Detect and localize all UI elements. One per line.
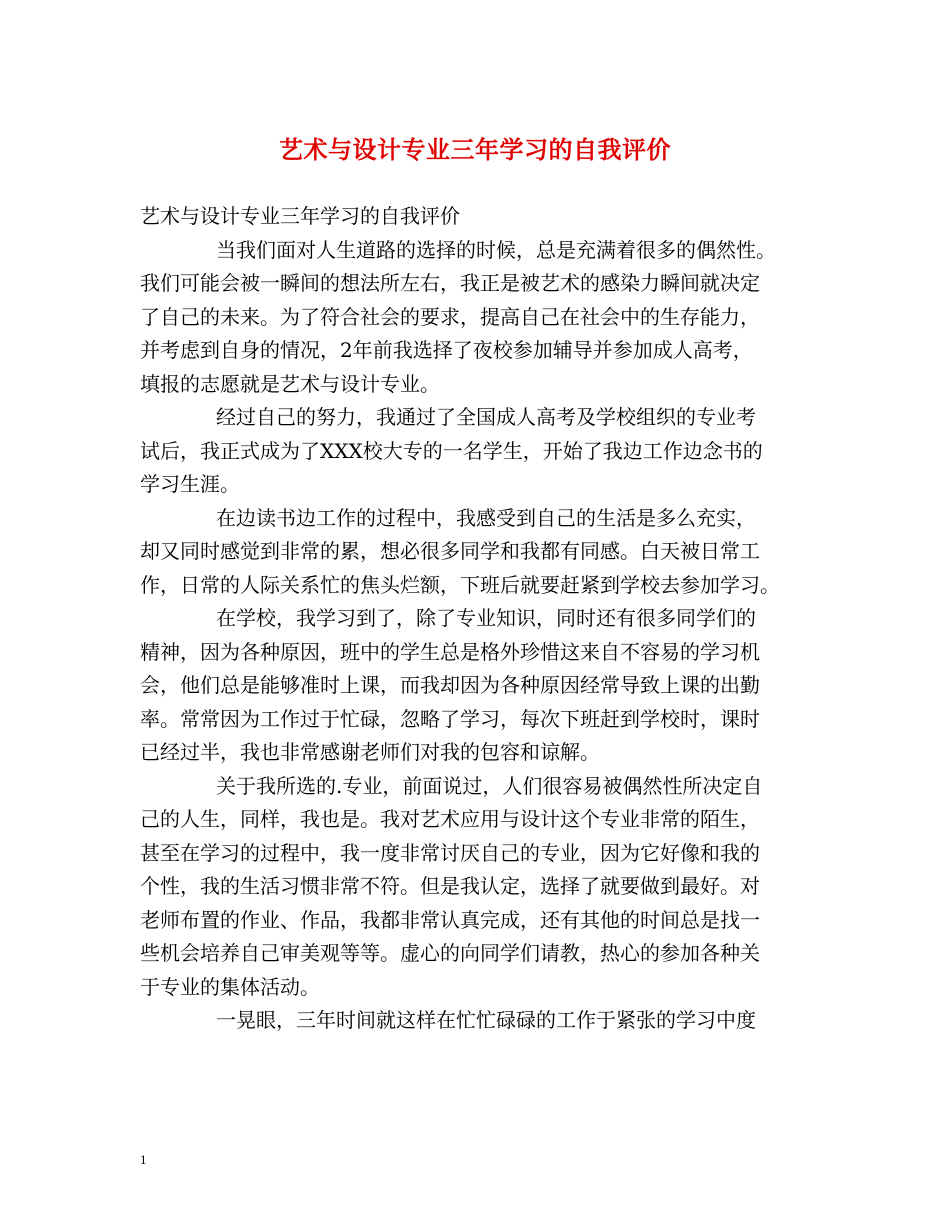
text-line: 在边读书边工作的过程中，我感受到自己的生活是多么充实， (216, 505, 756, 530)
text-line: 填报的志愿就是艺术与设计专业。 (140, 371, 440, 396)
text-line: 甚至在学习的过程中，我一度非常讨厌自己的专业，因为它好像和我的 (140, 840, 760, 865)
text-line: 艺术与设计专业三年学习的自我评价 (140, 204, 460, 228)
text-line: 却又同时感觉到非常的累，想必很多同学和我都有同感。白天被日常工 (140, 539, 760, 563)
text-line: 老师布置的作业、作品，我都非常认真完成，还有其他的时间总是找一 (140, 907, 760, 932)
text-line: 并考虑到自身的情况，2年前我选择了夜校参加辅导并参加成人高考， (140, 338, 753, 362)
text-line: 于专业的集体活动。 (140, 974, 320, 999)
text-line: 当我们面对人生道路的选择的时候，总是充满着很多的偶然性。 (216, 237, 776, 262)
text-line: 己的人生，同样，我也是。我对艺术应用与设计这个专业非常的陌生， (140, 807, 760, 831)
page-number: 1 (140, 1152, 147, 1167)
text-line: 试后，我正式成为了XXX校大专的一名学生，开始了我边工作边念书的 (140, 438, 763, 463)
document-title: 艺术与设计专业三年学习的自我评价 (279, 135, 671, 164)
text-line: 率。常常因为工作过于忙碌，忽略了学习，每次下班赶到学校时，课时 (140, 706, 760, 731)
text-line: 一晃眼，三年时间就这样在忙忙碌碌的工作于紧张的学习中度 (216, 1008, 756, 1032)
text-line: 个性，我的生活习惯非常不符。但是我认定，选择了就要做到最好。对 (140, 874, 760, 898)
text-line: 精神，因为各种原因，班中的学生总是格外珍惜这来自不容易的学习机 (140, 639, 760, 664)
text-line: 我们可能会被一瞬间的想法所左右，我正是被艺术的感染力瞬间就决定 (140, 271, 760, 295)
text-line: 作，日常的人际关系忙的焦头烂额，下班后就要赶紧到学校去参加学习。 (140, 572, 780, 597)
text-line: 会，他们总是能够准时上课，而我却因为各种原因经常导致上课的出勤 (140, 673, 760, 697)
text-line: 学习生涯。 (140, 472, 240, 496)
text-line: 些机会培养自己审美观等等。虚心的向同学们请教，热心的参加各种关 (140, 941, 760, 965)
document-body (140, 200, 815, 1038)
text-line: 经过自己的努力，我通过了全国成人高考及学校组织的专业考 (216, 405, 756, 429)
text-line: 在学校，我学习到了，除了专业知识，同时还有很多同学们的 (216, 606, 756, 630)
text-line: 了自己的未来。为了符合社会的要求，提高自己在社会中的生存能力， (140, 304, 760, 329)
text-line: 已经过半，我也非常感谢老师们对我的包容和谅解。 (140, 740, 600, 764)
text-line: 关于我所选的.专业，前面说过，人们很容易被偶然性所决定自 (216, 773, 763, 798)
